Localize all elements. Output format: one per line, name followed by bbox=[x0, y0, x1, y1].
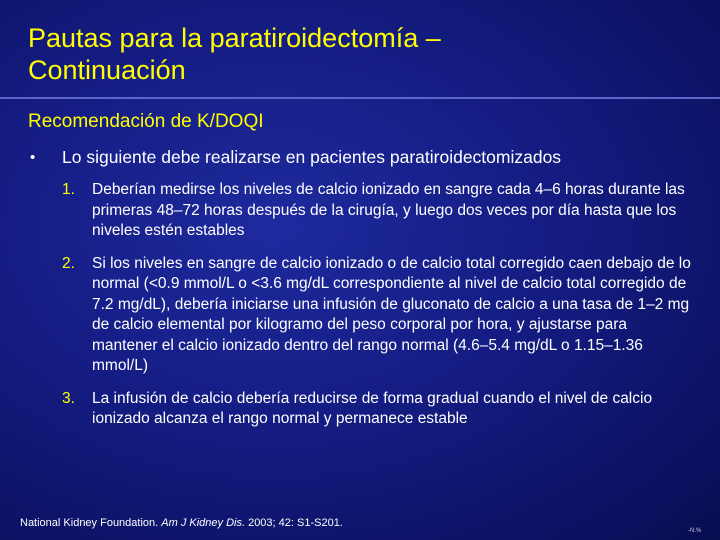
step-number: 2. bbox=[62, 254, 75, 272]
step-number: 3. bbox=[62, 389, 75, 407]
step-number: 1. bbox=[62, 181, 75, 198]
step-text: La infusión de calcio debería reducirse de forma gradual cuando el nivel de calcio ionizado alcanza el rango normal y permanece estable bbox=[92, 389, 653, 427]
step-text: Si los niveles en sangre de calcio ionizado o de calcio total corregido caen debajo de lo normal (<0.9 mmol/L o <3.6 mg/dL correspondiente al nivel de calcio total corregido de 7.2 mg/dL), debería iniciarse una infusión de gluconato de calcio a una tasa de 1–2 mg de calcio elemental por kilogramo del peso corporal por hora, y ajustarse para mantener el calcio ionizado dentro del rango normal (4.6–5.4 mg/dL o 1.15–1.36 mmol/L) bbox=[92, 254, 691, 374]
slide-title-line1: Pautas para la paratiroidectomía – bbox=[28, 23, 441, 53]
citation-suffix: 2003; 42: S1-S201. bbox=[245, 517, 343, 529]
title-divider bbox=[0, 97, 720, 99]
steps-list bbox=[62, 180, 692, 442]
slide-title-line2: Continuación bbox=[28, 55, 186, 85]
bullet-marker: • bbox=[30, 149, 36, 166]
step-item-1 bbox=[62, 180, 692, 242]
citation-journal: Am J Kidney Dis. bbox=[161, 517, 246, 529]
bullet-text: Lo siguiente debe realizarse en pacientes paratiroidectomizados bbox=[62, 147, 562, 167]
slide-title bbox=[28, 22, 688, 86]
step-item-3 bbox=[62, 389, 692, 430]
step-text: Deberían medirse los niveles de calcio ionizado en sangre cada 4–6 horas durante las primeras 48–72 horas después de la cirugía, y luego dos veces por día hasta que los niveles estén estables bbox=[92, 181, 685, 239]
citation-footer bbox=[20, 516, 343, 530]
step-item-2 bbox=[62, 254, 692, 377]
section-subtitle: Recomendación de K/DOQI bbox=[28, 111, 264, 132]
citation-prefix: National Kidney Foundation. bbox=[20, 517, 162, 529]
slide-number: -N.% bbox=[688, 528, 702, 534]
